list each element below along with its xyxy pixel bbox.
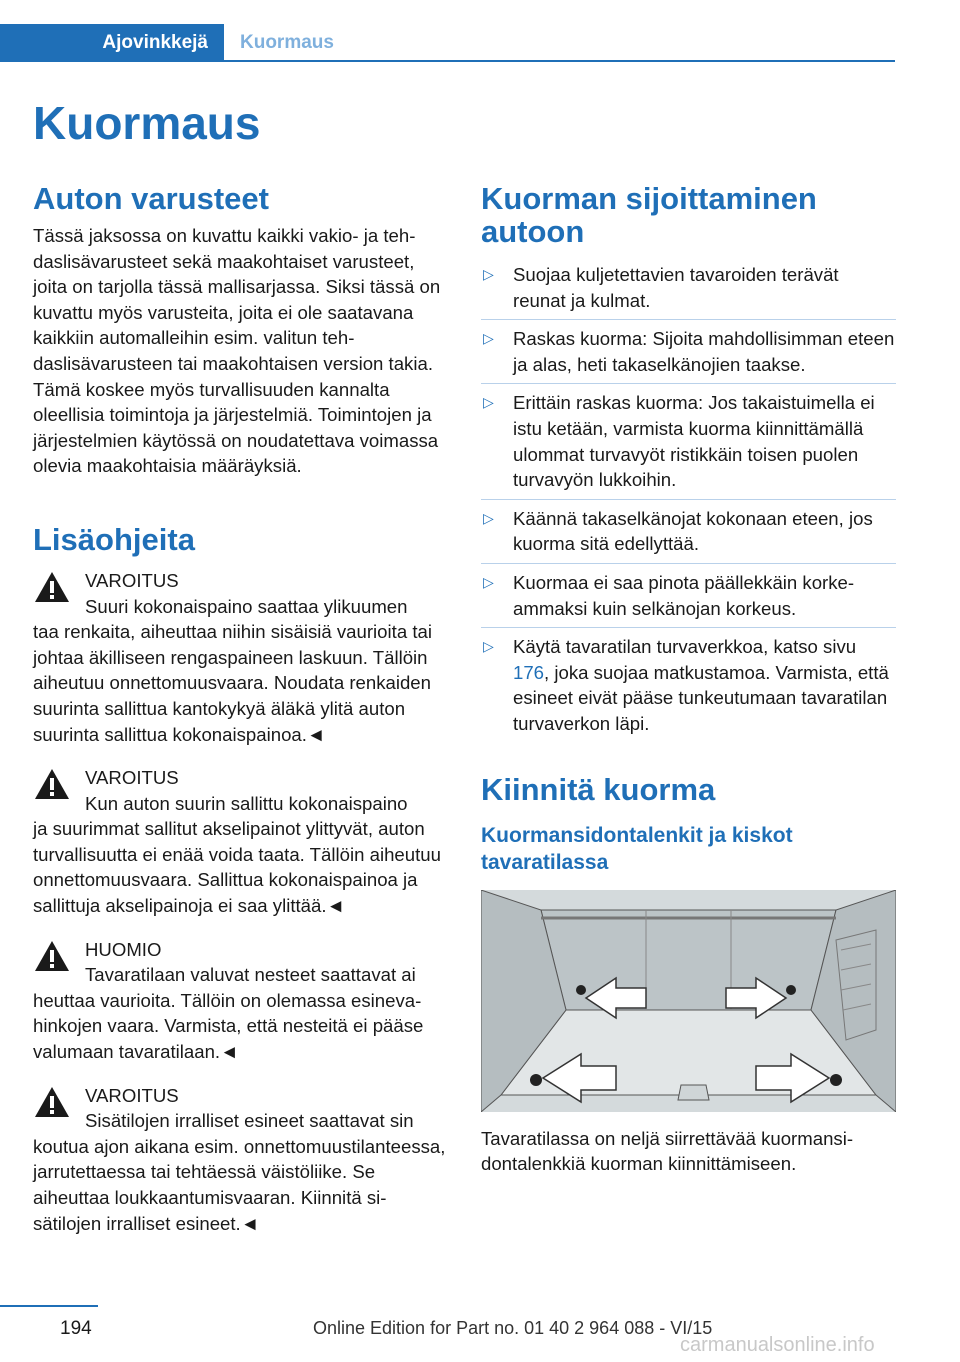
list-item [481, 319, 896, 377]
triangle-bullet-icon: ▷ [483, 573, 494, 590]
section-title-kuorman-sijoittaminen: Kuorman sijoittaminen autoon [481, 181, 817, 249]
tab-kuormaus[interactable] [240, 24, 334, 62]
notice-title: HUOMIO [85, 938, 162, 960]
warning-block [33, 568, 448, 747]
list-item-text: Suojaa kuljetettavien tavaroiden terävät reunat ja kulmat. [513, 264, 839, 311]
warning-title: VAROITUS [85, 1084, 179, 1106]
footer-edition: Online Edition for Part no. 01 40 2 964 088 - VI/15 [313, 1318, 713, 1338]
warning-triangle-icon [33, 767, 71, 801]
figure-caption: Tavaratilassa on neljä siirrettävää kuormansidontalenkkiä kuorman kiinnittämiseen. [481, 1127, 854, 1175]
warning-first-line: Suuri kokonaispaino saattaa ylikuumen [85, 595, 408, 617]
list-item-text: Käännä takaselkänojat kokonaan eteen, jos kuorma sitä edellyttää. [513, 507, 873, 555]
tab-ajovinkkeja[interactable] [0, 24, 224, 62]
page-link-176[interactable]: 176 [513, 661, 545, 683]
section-title-auton-varusteet: Auton varusteet [33, 181, 269, 216]
section-title-kiinnita-kuorma: Kiinnitä kuorma [481, 771, 716, 807]
watermark: carmanualsonline.info [680, 1334, 875, 1356]
warning-first-line: Kun auton suurin sallittu kokonaispaino [85, 792, 408, 814]
header-tabs [0, 24, 895, 62]
section-title-lisaohjeita: Lisäohjeita [33, 521, 195, 557]
triangle-bullet-icon: ▷ [483, 266, 494, 282]
left-column [33, 182, 448, 1236]
list-item-text: Käytä tavaratilan turvaverkkoa, katso sivu [513, 636, 857, 658]
cargo-area-drawing [481, 890, 896, 1112]
right-column [481, 182, 896, 1177]
warning-block [33, 765, 448, 919]
tab-label: Kuormaus [240, 32, 334, 53]
cargo-area-illustration [481, 890, 896, 1112]
notice-block [33, 937, 448, 1065]
list-item [481, 627, 896, 736]
warning-triangle-icon [33, 939, 71, 973]
list-item-text: Erittäin raskas kuorma: Jos takaistuimella ei istu ketään, varmista kuorma kiinnittämällä ulommat turvavyöt ristikkäin toisen puolen turvavyön lukkoihin. [513, 392, 875, 491]
warning-title: VAROITUS [85, 569, 179, 591]
warning-first-line: Sisätilojen irralliset esineet saattavat sin [85, 1110, 414, 1132]
notice-text: heuttaa vaurioita. Tällöin on olemassa esinevahinkojen vaara. Varmista, että nesteitä ei pääse valumaan tavaratilaan.◄ [33, 989, 424, 1063]
triangle-bullet-icon: ▷ [483, 509, 494, 526]
subsection-title: Kuormansidontalenkit ja kiskot tavaratilassa [481, 823, 793, 874]
page-title: Kuormaus [33, 97, 261, 149]
warning-text: ja suurimmat sallitut akselipainot ylittyvät, auton turvallisuutta ei enää voida taata. Tällöin aiheutuu onnettomuusvaara. Sallittua kokonaispainoa ja sallittuja akselipainoja ei saa ylittää.◄ [33, 818, 441, 917]
warning-text: koutua ajon aikana esim. onnettomuustilanteessa, jarrutettaessa tai tehtäessä väistöliike. Se aiheuttaa loukkaantumisvaaran. Kiinnitä sisätilojen irralliset esineet.◄ [33, 1135, 446, 1234]
header-divider [224, 60, 895, 62]
list-item [481, 383, 896, 492]
notice-first-line: Tavaratilaan valuvat nesteet saattavat ai [85, 964, 416, 986]
warning-triangle-icon [33, 570, 71, 604]
triangle-bullet-icon: ▷ [483, 330, 494, 347]
page-number-rule [0, 1305, 98, 1307]
warning-block [33, 1083, 448, 1237]
list-item-text: Raskas kuorma: Sijoita mahdollisimman eteen ja alas, heti takaselkänojien taakse. [513, 328, 895, 375]
tab-label: Ajovinkkejä [102, 32, 208, 53]
warning-text: taa renkaita, aiheuttaa niihin sisäisiä vaurioita tai johtaa äkilliseen rengaspaineen laskuun. Tällöin aiheutuu onnettomuusvaara. Noudata renkaiden suurinta sallittua kantokykyä äläkä ylitä auton suurinta sallittua kokonaispainoa.◄ [33, 621, 432, 745]
list-item [481, 499, 896, 557]
warning-title: VAROITUS [85, 767, 179, 789]
warning-triangle-icon [33, 1085, 71, 1119]
list-item [481, 563, 896, 621]
triangle-bullet-icon: ▷ [483, 638, 494, 655]
intro-paragraph: Tässä jaksossa on kuvattu kaikki vakio- ja tehdaslisävarusteet sekä maakohtaiset varusteet, joita on tarjolla tässä mallisarjassa. Siksi tässä on kuvattu myös varusteita, joita ei ole saatavana kaikkiin automalleihin esim. valitun tehdaslisävarusteen tai maakohtaisen version takia. Tämä koskee myös turvallisuuden kannalta oleellisia toimintoja ja järjestelmiä. Toimintojen ja järjestelmien käytössä on noudatettava voimassa olevia maakohtaisia määräyksiä. [33, 225, 441, 477]
triangle-bullet-icon: ▷ [483, 394, 494, 411]
list-item-text: Kuormaa ei saa pinota päällekkäin korkeammaksi kuin selkänojan korkeus. [513, 571, 855, 619]
list-item [481, 262, 896, 313]
page-number: 194 [60, 1318, 92, 1339]
list-item-text: , joka suojaa matkustamoa. Varmista, että esineet eivät pääse tunkeutumaan tavaratilan turvaverkon läpi. [513, 661, 889, 734]
loading-instructions-list [481, 262, 896, 737]
